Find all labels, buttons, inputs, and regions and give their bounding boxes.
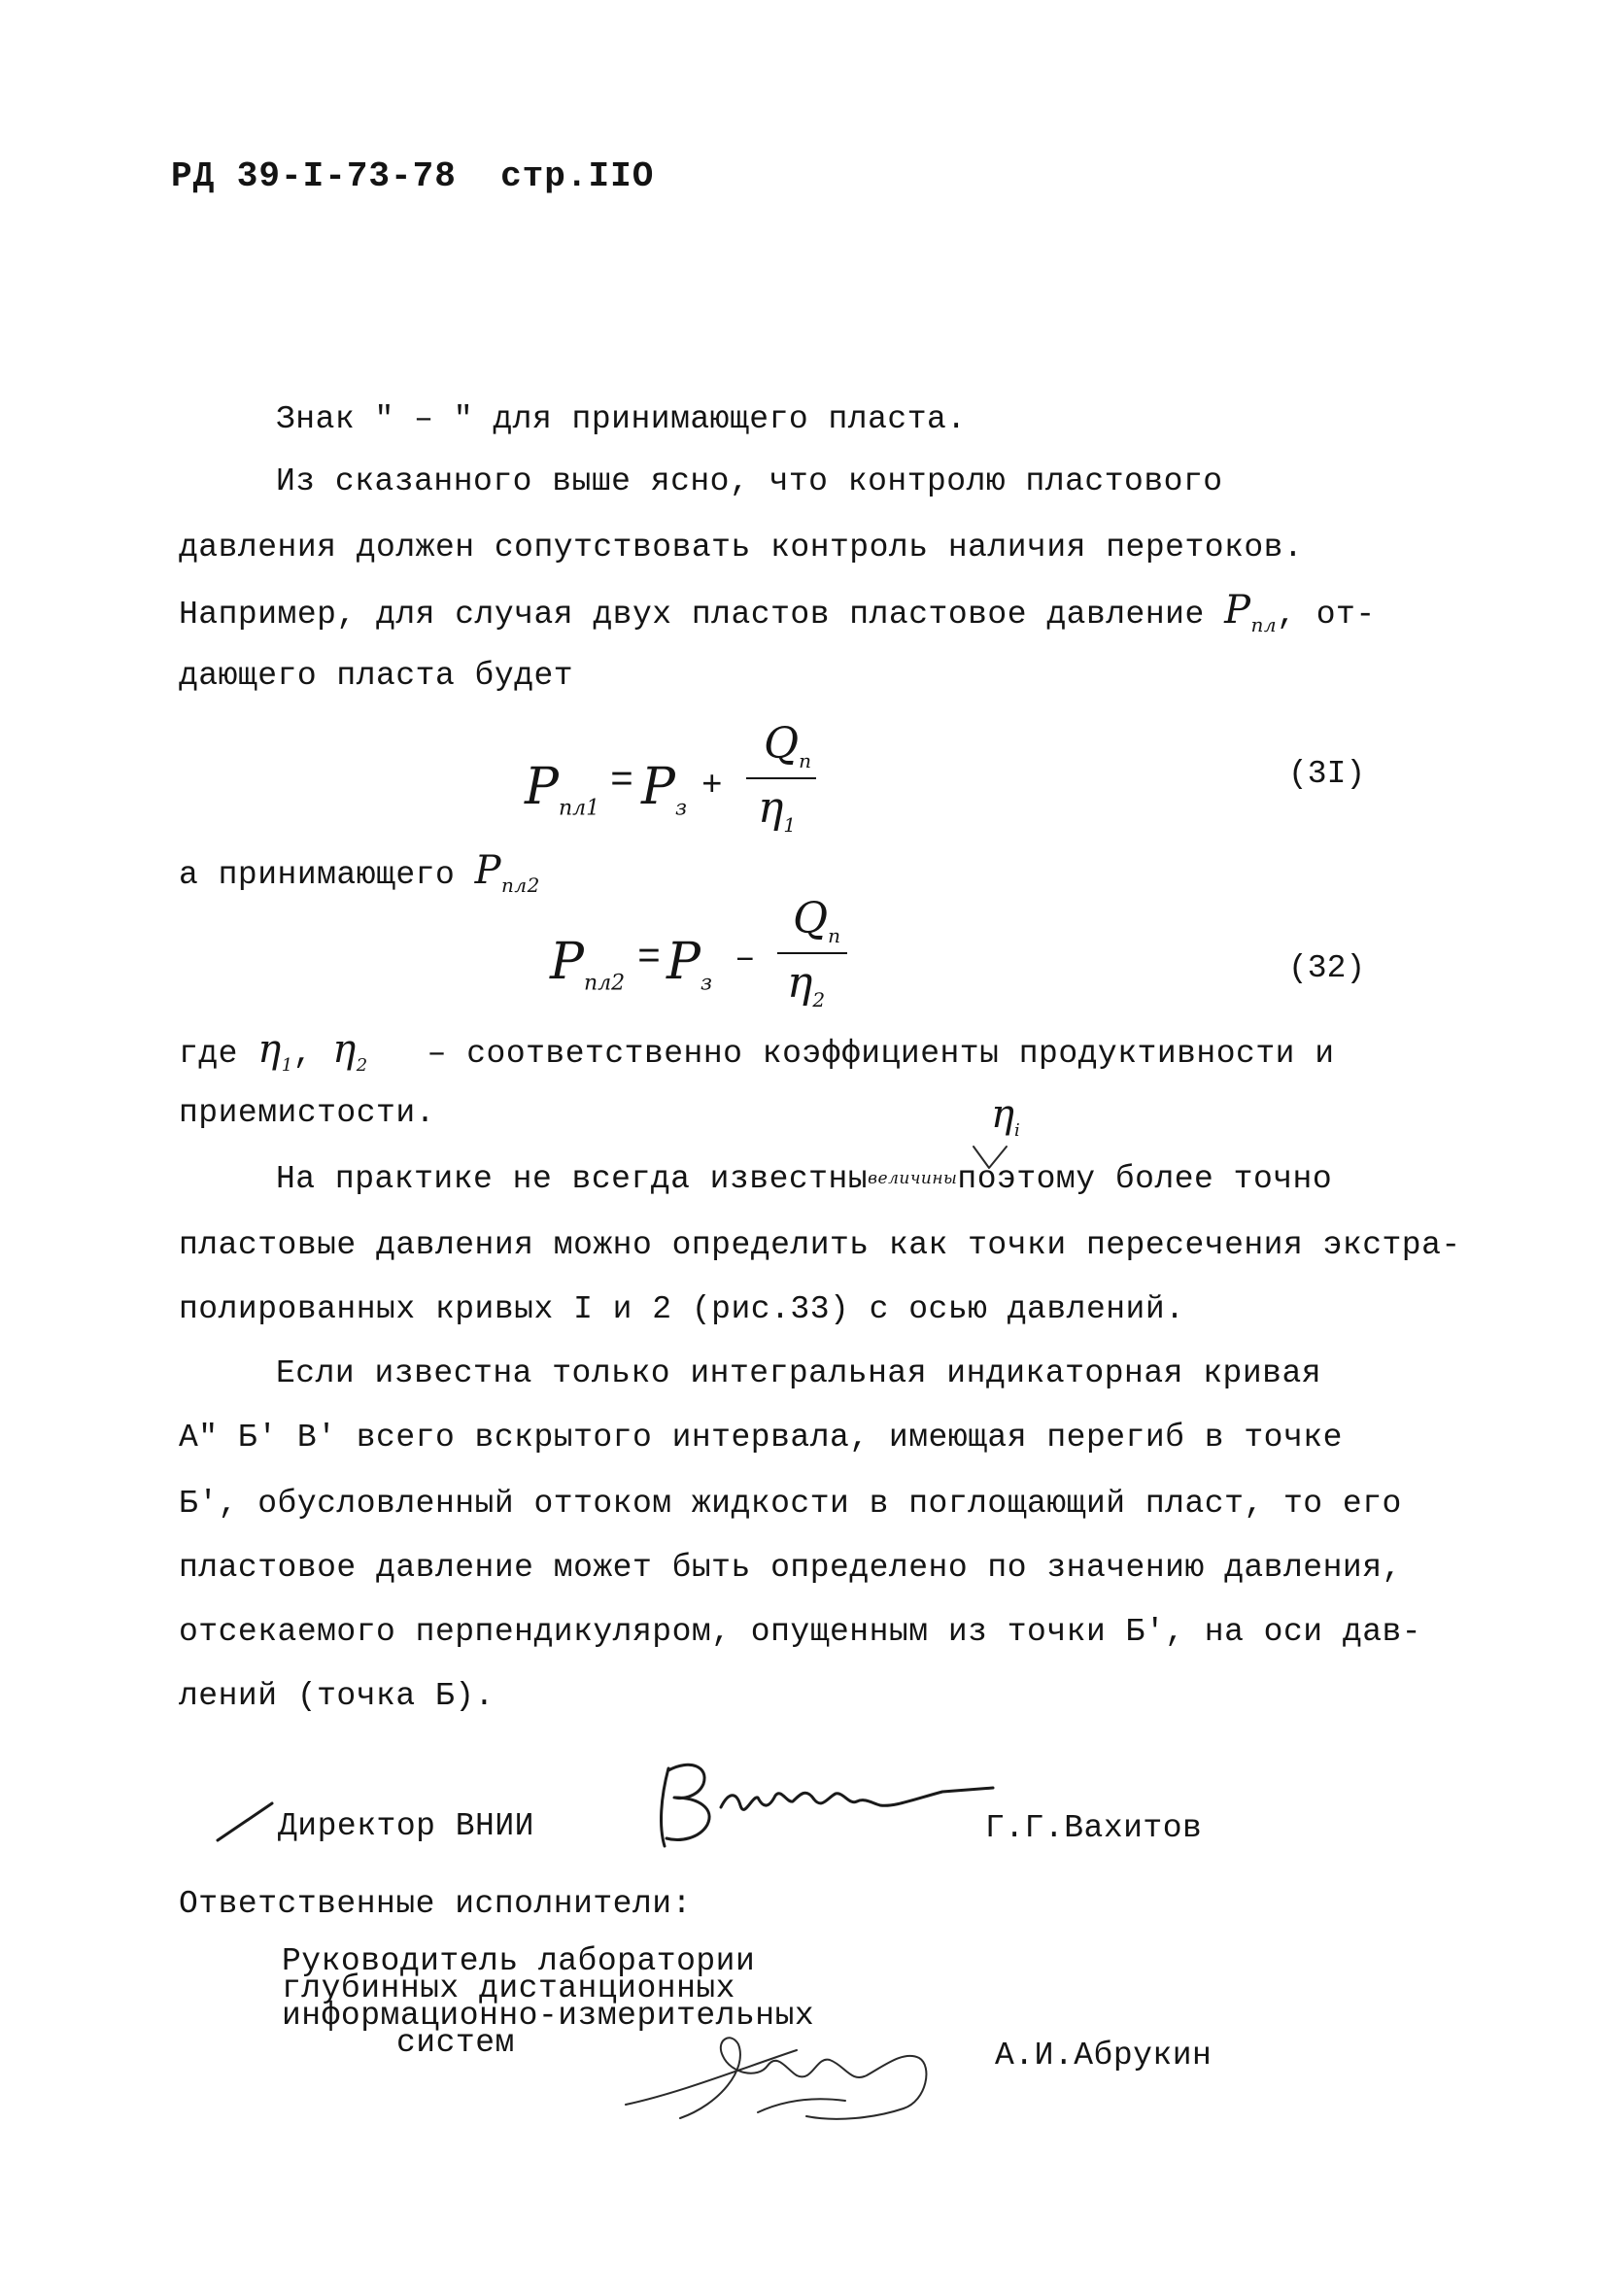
eq31-denominator: $\eta_1$ (758, 783, 797, 837)
eta2-symbol: $\eta_2$ (332, 1027, 368, 1076)
eq32-lhs: $P_{пл2}$ (550, 933, 626, 996)
equation-32 (550, 894, 939, 1020)
director-title: Директор ВНИИ (278, 1808, 534, 1844)
text-line-9-start: На практике не всегда известны (276, 1161, 869, 1197)
text-line-4 (179, 588, 1376, 644)
page-reference: стр.IIO (500, 156, 655, 196)
lab-head-line-2: глубинных дистанционных (282, 1970, 735, 2006)
director-signature (651, 1749, 1001, 1856)
margin-mark-icon (214, 1798, 282, 1846)
eq31-lhs: $P_{пл1}$ (525, 758, 600, 821)
text-line-7: где $\eta_1$, $\eta_2$ – соответственно коэффициенты продуктивности и (179, 1027, 1335, 1076)
text-line-5: дающего пласта будет (179, 658, 574, 694)
eta-i-handwritten: $\eta_i$ (991, 1092, 1020, 1141)
eq31-equals: = (610, 760, 634, 804)
text-line-4-start: Например, для случая двух пластов пластовое давление (179, 597, 1205, 633)
text-line-11: полированных кривых I и 2 (рис.33) с осью давлений. (179, 1291, 1185, 1327)
text-line-15: пластовое давление может быть определено по значению давления, (179, 1550, 1402, 1586)
lab-head-signature (622, 2011, 962, 2138)
eq32-minus: – (735, 939, 756, 978)
lab-head-line-1: Руководитель лаборатории (282, 1943, 756, 1979)
text-line-9-end: поэтому более точно (957, 1161, 1333, 1197)
eq31-plus: + (701, 766, 723, 805)
eq32-equals: = (637, 937, 662, 980)
text-line-6 (179, 848, 540, 905)
text-line-7-start: где (179, 1036, 238, 1072)
equation-31 (525, 719, 913, 845)
lab-head-line-3: информационно-измерительных (282, 1998, 815, 2034)
p-pl-symbol: $P_{пл}$ (1224, 588, 1278, 636)
p-pl2-symbol: $P_{пл2}$ (474, 848, 540, 897)
text-line-2: Из сказанного выше ясно, что контролю пластового (276, 463, 1223, 499)
text-line-1: Знак " – " для принимающего пласта. (276, 401, 967, 437)
text-line-6-start: а принимающего (179, 857, 456, 893)
responsible-label: Ответственные исполнители: (179, 1886, 692, 1922)
inserted-word: величины (868, 1169, 958, 1188)
text-line-8: приемистости. (179, 1095, 435, 1131)
text-line-9 (276, 1160, 1332, 1202)
eq31-rhs-p: $P_з$ (641, 758, 687, 821)
doc-code: РД 39-I-73-78 (171, 156, 457, 196)
eq32-denominator: $\eta_2$ (787, 958, 826, 1011)
eq32-numerator: $Q_п$ (793, 894, 840, 947)
text-line-17: лений (точка Б). (179, 1678, 495, 1714)
text-line-10: пластовые давления можно определить как точки пересечения экстра- (179, 1227, 1461, 1263)
eta1-symbol: $\eta_1$ (257, 1027, 293, 1076)
lab-head-line-4: систем (396, 2025, 515, 2061)
text-line-7-end: – соответственно коэффициенты продуктивности и (427, 1036, 1335, 1072)
text-line-16: отсекаемого перпендикуляром, опущенным из точки Б', на оси дав- (179, 1614, 1422, 1650)
lab-head-name: А.И.Абрукин (995, 2038, 1213, 2073)
equation-31-number: (3I) (1288, 756, 1366, 792)
eq31-numerator: $Q_п$ (764, 719, 811, 772)
text-line-4-end: , от- (1277, 597, 1376, 633)
eq32-rhs-p: $P_з$ (666, 933, 712, 996)
director-name: Г.Г.Вахитов (985, 1810, 1203, 1846)
eq31-fraction-bar (746, 777, 816, 779)
eq32-fraction-bar (777, 952, 847, 954)
text-line-13: А" Б' В' всего вскрытого интервала, имеющая перегиб в точке (179, 1420, 1343, 1456)
text-line-12: Если известна только интегральная индикаторная кривая (276, 1355, 1322, 1391)
page-header (171, 157, 654, 196)
text-line-14: Б', обусловленный оттоком жидкости в поглощающий пласт, то его (179, 1486, 1402, 1522)
text-line-3: давления должен сопутствовать контроль наличия перетоков. (179, 530, 1304, 565)
equation-32-number: (32) (1288, 950, 1366, 986)
